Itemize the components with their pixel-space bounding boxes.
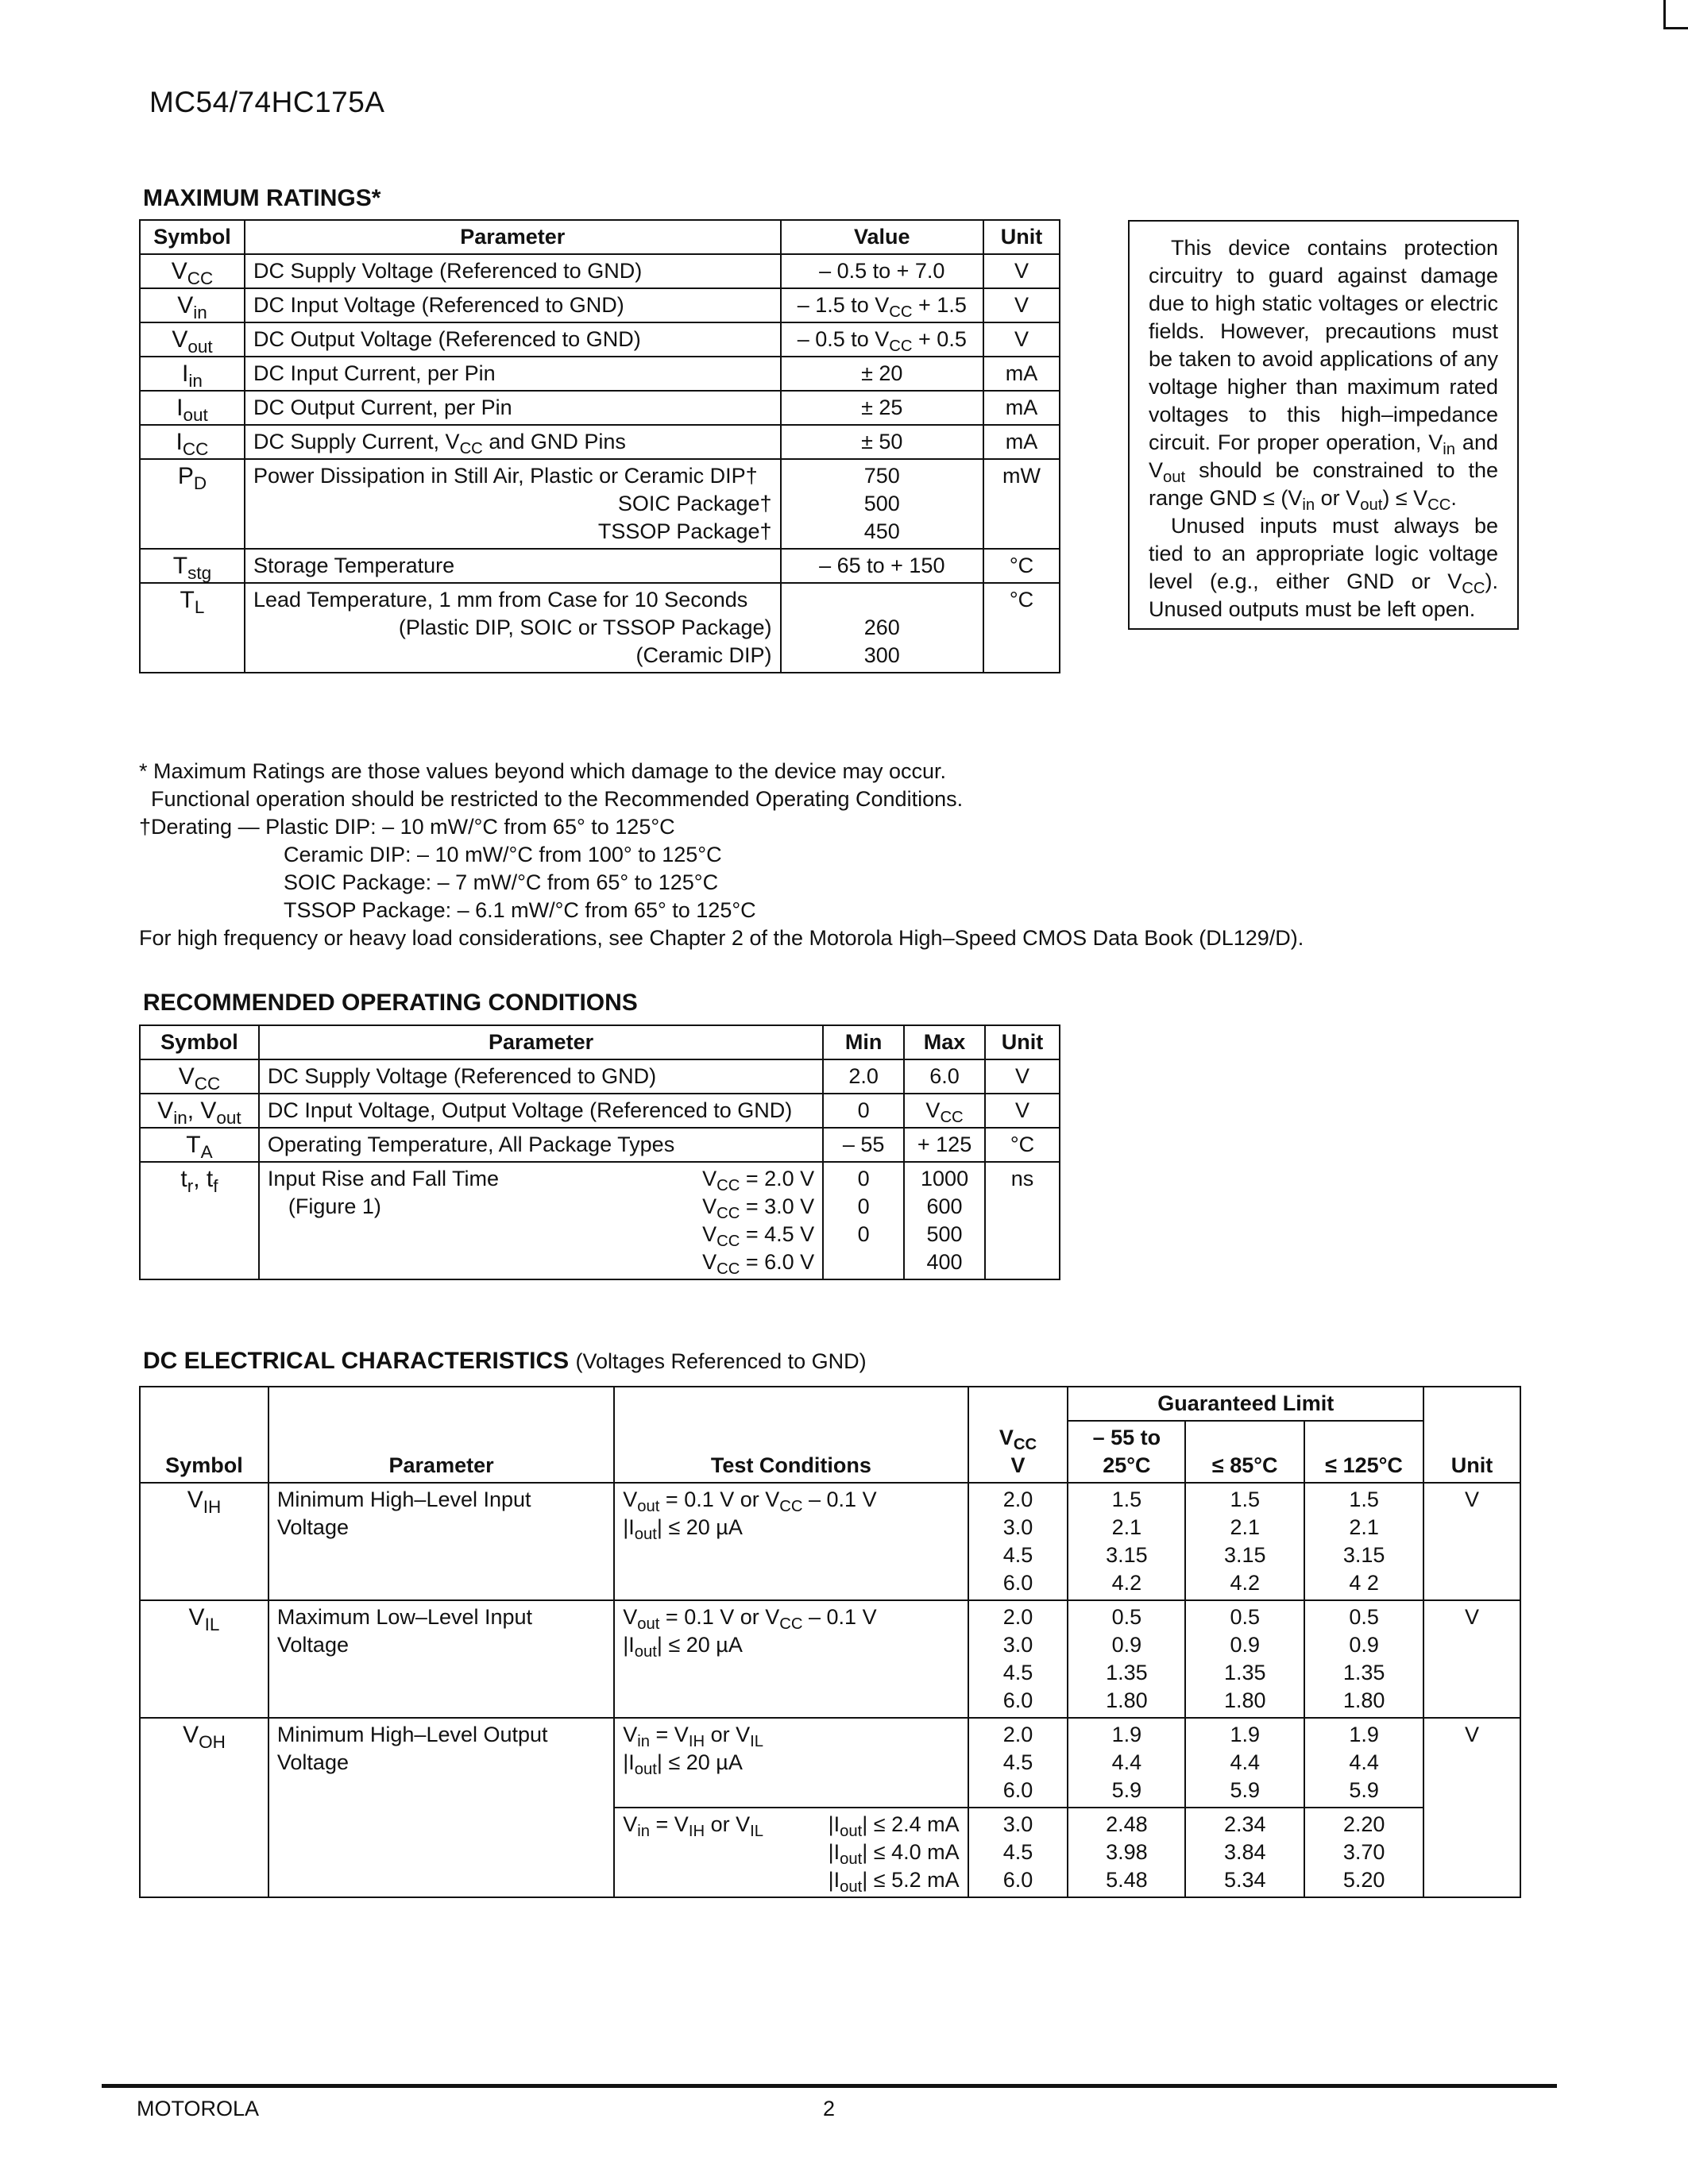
limit-cell: 2.34 3.84 5.34	[1185, 1808, 1304, 1897]
ratings-footnote: Functional operation should be restricted to the Recommended Operating Conditions.	[151, 787, 964, 811]
table-row	[140, 1059, 1060, 1094]
col-header: Unit	[1423, 1387, 1520, 1483]
table-row	[140, 1094, 1060, 1128]
parameter-cell: DC Supply Voltage (Referenced to GND)	[245, 254, 781, 288]
footer-rule	[102, 2084, 1557, 2088]
col-header: Max	[904, 1025, 985, 1059]
parameter-cell: DC Input Voltage (Referenced to GND)	[245, 288, 781, 322]
col-header: Unit	[985, 1025, 1060, 1059]
limit-cell: 1.9 4.4 5.9	[1185, 1718, 1304, 1808]
note-paragraph: This device contains protection circuitry to guard against damage due to high static voltages or electric fields. However, precautions must be taken to avoid applications of any voltage higher than maximum rated voltages to this high–impedance circuit. For proper operation, $V_{in}$ and $V_{out}$ should be constrained to the range GND ≤ ($V_{in}$ or $V_{out}) \le V_{CC}$.	[1149, 236, 1498, 515]
parameter-cell: DC Output Voltage (Referenced to GND)	[245, 322, 781, 357]
unit-cell: V	[1423, 1483, 1520, 1600]
max-cell: + 125	[904, 1128, 985, 1162]
unit-cell: V	[983, 288, 1060, 322]
col-header: Symbol	[140, 220, 245, 254]
min-cell: – 55	[823, 1128, 904, 1162]
symbol-cell: $V_{OH}$	[140, 1718, 268, 1897]
table-row	[140, 1128, 1060, 1162]
value-cell: – 0.5 to + 7.0	[781, 254, 984, 288]
high-frequency-note: For high frequency or heavy load considerations, see Chapter 2 of the Motorola High–Speed CMOS Data Book (DL129/D).	[139, 926, 1304, 950]
symbol-cell: $V_{in}$, $V_{out}$	[140, 1094, 259, 1128]
value-cell: 750 500 450	[781, 459, 984, 549]
unit-cell: °C	[983, 549, 1060, 583]
col-header: Min	[823, 1025, 904, 1059]
vcc-cell: 2.0 3.0 4.5 6.0	[968, 1600, 1068, 1718]
parameter-cell: DC Supply Current, $V_{CC}$ and GND Pins	[245, 425, 781, 459]
unit-cell: mA	[983, 391, 1060, 425]
unit-cell: mA	[983, 425, 1060, 459]
symbol-cell: $V_{CC}$	[140, 1059, 259, 1094]
note-paragraph: Unused inputs must always be tied to an appropriate logic voltage level (e.g., either GND or $V_{CC}$). Unused outputs must be left open.	[1149, 514, 1498, 621]
unit-cell: ns	[985, 1162, 1060, 1279]
document-title: MC54/74HC175A	[149, 86, 385, 118]
dc-title: DC ELECTRICAL CHARACTERISTICS (Voltages Referenced to GND)	[143, 1348, 867, 1374]
table-header-row	[140, 1025, 1060, 1059]
derating-note: †Derating — Plastic DIP: – 10 mW/°C from 65° to 125°C	[139, 815, 675, 839]
parameter-cell: Power Dissipation in Still Air, Plastic or Ceramic DIP† SOIC Package† TSSOP Package†	[245, 459, 781, 549]
limit-cell: 2.48 3.98 5.48	[1068, 1808, 1185, 1897]
unit-cell: V	[985, 1094, 1060, 1128]
col-header: Unit	[983, 220, 1060, 254]
col-header: Parameter	[245, 220, 781, 254]
limit-cell: 0.5 0.9 1.35 1.80	[1304, 1600, 1423, 1718]
parameter-cell: Minimum High–Level Output Voltage	[268, 1718, 614, 1897]
test-conditions-cell: $V_{in} = V_{IH}$ or $V_{IL}$ $|I_{out}| \le 20$ µA	[614, 1718, 968, 1808]
symbol-cell: $t_r$, $t_f$	[140, 1162, 259, 1279]
min-cell: 0 0 0	[823, 1162, 904, 1279]
max-ratings-title: MAXIMUM RATINGS*	[143, 185, 381, 211]
parameter-cell: DC Output Current, per Pin	[245, 391, 781, 425]
col-header: ≤ 85°C	[1185, 1421, 1304, 1483]
symbol-cell: $T_A$	[140, 1128, 259, 1162]
unit-cell: V	[983, 254, 1060, 288]
limit-cell: 0.5 0.9 1.35 1.80	[1185, 1600, 1304, 1718]
unit-cell: V	[985, 1059, 1060, 1094]
min-cell: 2.0	[823, 1059, 904, 1094]
col-header: ≤ 125°C	[1304, 1421, 1423, 1483]
value-cell: – 65 to + 150	[781, 549, 984, 583]
dc-characteristics-table	[139, 1386, 1521, 1898]
parameter-cell: Operating Temperature, All Package Types	[259, 1128, 823, 1162]
table-row	[140, 1162, 1060, 1279]
col-header: Test Conditions	[614, 1387, 968, 1483]
derating-note: SOIC Package: – 7 mW/°C from 65° to 125°C	[284, 870, 719, 894]
limit-cell: 1.5 2.1 3.15 4.2	[1068, 1483, 1185, 1600]
symbol-cell: $V_{IH}$	[140, 1483, 268, 1600]
vcc-cell: 3.0 4.5 6.0	[968, 1808, 1068, 1897]
limit-cell: 1.5 2.1 3.15 4 2	[1304, 1483, 1423, 1600]
table-row	[140, 322, 1060, 357]
unit-cell: V	[983, 322, 1060, 357]
symbol-cell: $V_{IL}$	[140, 1600, 268, 1718]
col-header: Parameter	[259, 1025, 823, 1059]
recommended-table	[139, 1024, 1060, 1280]
symbol-cell: $V_{out}$	[140, 322, 245, 357]
limit-cell: 0.5 0.9 1.35 1.80	[1068, 1600, 1185, 1718]
vcc-cell: 2.0 3.0 4.5 6.0	[968, 1483, 1068, 1600]
col-header: Value	[781, 220, 984, 254]
max-cell: 1000 600 500 400	[904, 1162, 985, 1279]
value-cell: ± 20	[781, 357, 984, 391]
value-cell: ± 25	[781, 391, 984, 425]
table-row	[140, 425, 1060, 459]
table-header-row	[140, 1387, 1520, 1421]
symbol-cell: $P_D$	[140, 459, 245, 549]
symbol-cell: $I_{CC}$	[140, 425, 245, 459]
derating-note: TSSOP Package: – 6.1 mW/°C from 65° to 125°C	[284, 898, 756, 922]
col-header: Symbol	[140, 1387, 268, 1483]
unit-cell: V	[1423, 1600, 1520, 1718]
table-row	[140, 357, 1060, 391]
table-row	[140, 583, 1060, 673]
footer-brand: MOTOROLA	[137, 2097, 260, 2120]
symbol-cell: $V_{CC}$	[140, 254, 245, 288]
derating-note: Ceramic DIP: – 10 mW/°C from 100° to 125°C	[284, 843, 722, 866]
value-cell: 260 300	[781, 583, 984, 673]
symbol-cell: $I_{out}$	[140, 391, 245, 425]
test-conditions-cell: $V_{in} = V_{IH}$ or $V_{IL}$ $|I_{out}| \le 2.4$ mA $|I_{out}| \le 4.0$ mA $|I_{out}| \le 5.2$ mA	[614, 1808, 968, 1897]
unit-cell: mA	[983, 357, 1060, 391]
parameter-cell: DC Supply Voltage (Referenced to GND)	[259, 1059, 823, 1094]
parameter-cell: DC Input Current, per Pin	[245, 357, 781, 391]
limit-cell: 1.5 2.1 3.15 4.2	[1185, 1483, 1304, 1600]
value-cell: – 1.5 to $V_{CC} + 1.5$	[781, 288, 984, 322]
test-conditions-cell: $V_{out} = 0.1$ V or $V_{CC} - 0.1$ V $|I_{out}| \le 20$ µA	[614, 1600, 968, 1718]
symbol-cell: $T_L$	[140, 583, 245, 673]
table-row	[140, 254, 1060, 288]
parameter-cell: Maximum Low–Level Input Voltage	[268, 1600, 614, 1718]
table-header-row	[140, 220, 1060, 254]
parameter-cell: Storage Temperature	[245, 549, 781, 583]
symbol-cell: $V_{in}$	[140, 288, 245, 322]
symbol-cell: $T_{stg}$	[140, 549, 245, 583]
limit-cell: 1.9 4.4 5.9	[1304, 1718, 1423, 1808]
table-row	[140, 549, 1060, 583]
col-header: – 55 to 25°C	[1068, 1421, 1185, 1483]
symbol-cell: $I_{in}$	[140, 357, 245, 391]
table-row	[140, 1600, 1520, 1718]
max-cell: 6.0	[904, 1059, 985, 1094]
table-row	[140, 1483, 1520, 1600]
page-number: 2	[823, 2097, 836, 2120]
max-cell: $V_{CC}$	[904, 1094, 985, 1128]
protection-note	[1128, 220, 1519, 630]
parameter-cell: Minimum High–Level Input Voltage	[268, 1483, 614, 1600]
value-cell: ± 50	[781, 425, 984, 459]
unit-cell: °C	[985, 1128, 1060, 1162]
unit-cell: V	[1423, 1718, 1520, 1897]
table-row	[140, 459, 1060, 549]
parameter-cell: Input Rise and Fall Time $V_{CC} = 2.0$ V (Figure 1) $V_{CC} = 3.0$ V $V_{CC} = 4.5$ V $V_{CC} = 6.0$ V	[259, 1162, 823, 1279]
test-conditions-cell: $V_{out} = 0.1$ V or $V_{CC} - 0.1$ V $|I_{out}| \le 20$ µA	[614, 1483, 968, 1600]
col-header-vcc: $V_{CC}$ V	[968, 1387, 1068, 1483]
table-row	[140, 1718, 1520, 1808]
value-cell: – 0.5 to $V_{CC} + 0.5$	[781, 322, 984, 357]
parameter-cell: Lead Temperature, 1 mm from Case for 10 Seconds (Plastic DIP, SOIC or TSSOP Package) (Ceramic DIP)	[245, 583, 781, 673]
max-ratings-table	[139, 219, 1060, 673]
parameter-cell: DC Input Voltage, Output Voltage (Referenced to GND)	[259, 1094, 823, 1128]
col-header-guaranteed: Guaranteed Limit	[1068, 1387, 1423, 1421]
col-header: Parameter	[268, 1387, 614, 1483]
limit-cell: 1.9 4.4 5.9	[1068, 1718, 1185, 1808]
col-header: Symbol	[140, 1025, 259, 1059]
unit-cell: °C	[983, 583, 1060, 673]
crop-mark	[1663, 0, 1688, 29]
table-row	[140, 288, 1060, 322]
ratings-footnote: * Maximum Ratings are those values beyond which damage to the device may occur.	[139, 759, 947, 783]
recommended-title: RECOMMENDED OPERATING CONDITIONS	[143, 990, 638, 1016]
limit-cell: 2.20 3.70 5.20	[1304, 1808, 1423, 1897]
table-row	[140, 391, 1060, 425]
vcc-cell: 2.0 4.5 6.0	[968, 1718, 1068, 1808]
min-cell: 0	[823, 1094, 904, 1128]
unit-cell: mW	[983, 459, 1060, 549]
